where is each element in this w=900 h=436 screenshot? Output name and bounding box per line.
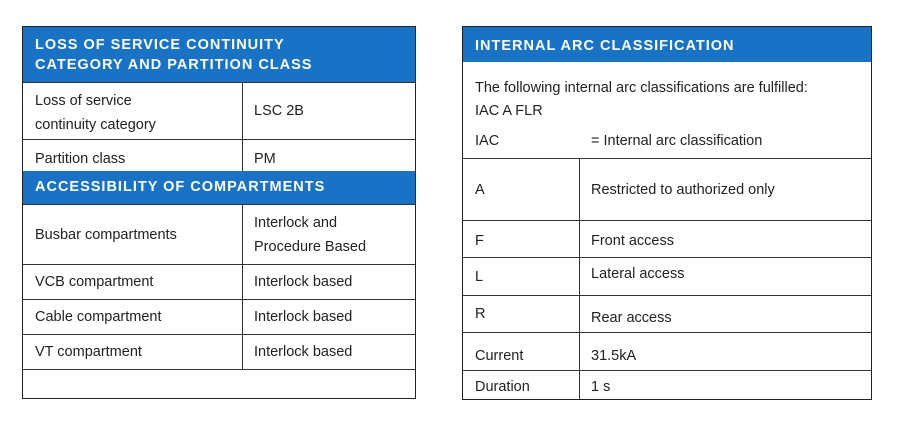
iac-value: Restricted to authorized only [591,181,775,198]
partition-row [23,139,415,171]
busbar-value [242,205,415,264]
busbar-value-line-2: Procedure Based [254,239,367,255]
busbar-value-line-1: Interlock and [254,215,338,231]
cable-value: Interlock based [254,309,353,325]
iac-row-a [463,158,871,220]
iac-key: Current [475,348,524,364]
lsc-header [23,27,415,82]
iac-key: F [475,233,484,249]
iac-value: Rear access [591,310,672,326]
partition-value: PM [254,151,276,167]
vt-label: VT compartment [35,344,142,360]
busbar-row [23,204,415,264]
iac-row-l [463,257,871,295]
lsc-label-line-2: continuity category [35,117,156,133]
partition-label: Partition class [35,151,126,167]
cable-label: Cable compartment [35,309,162,325]
iac-row-duration [463,370,871,399]
vcb-row [23,264,415,299]
iac-intro-line-2: IAC A FLR [475,103,543,119]
internal-arc-panel [462,26,872,400]
lsc-header-line-1: LOSS OF SERVICE CONTINUITY [35,37,285,53]
iac-row-r [463,295,871,332]
iac-definition: = Internal arc classification [591,133,763,149]
iac-value: Front access [591,233,674,249]
lsc-label-line-1: Loss of service [35,93,132,109]
empty-row [23,369,415,398]
vcb-label: VCB compartment [35,274,154,290]
lsc-row [23,82,415,139]
vcb-value: Interlock based [254,274,353,290]
iac-key: A [475,181,485,198]
accessibility-header: ACCESSIBILITY OF COMPARTMENTS [23,171,415,204]
iac-key: L [475,268,484,285]
cable-row [23,299,415,334]
iac-intro-line-1: The following internal arc classifications are fulfilled: [475,80,808,96]
iac-value: 31.5kA [591,348,637,364]
iac-row-current [463,332,871,370]
busbar-label: Busbar compartments [35,226,177,243]
iac-key: R [475,306,486,322]
iac-row-f [463,220,871,257]
lsc-row-label [23,83,242,139]
iac-key: Duration [475,379,530,395]
lsc-row-value: LSC 2B [254,103,304,119]
iac-value: Lateral access [591,266,685,282]
iac-value: 1 s [591,379,611,395]
iac-header: INTERNAL ARC CLASSIFICATION [463,27,871,62]
vt-row [23,334,415,369]
iac-abbr: IAC [475,133,500,149]
vt-value: Interlock based [254,344,353,360]
lsc-header-line-2: CATEGORY AND PARTITION CLASS [35,57,313,73]
lsc-accessibility-panel [22,26,416,399]
